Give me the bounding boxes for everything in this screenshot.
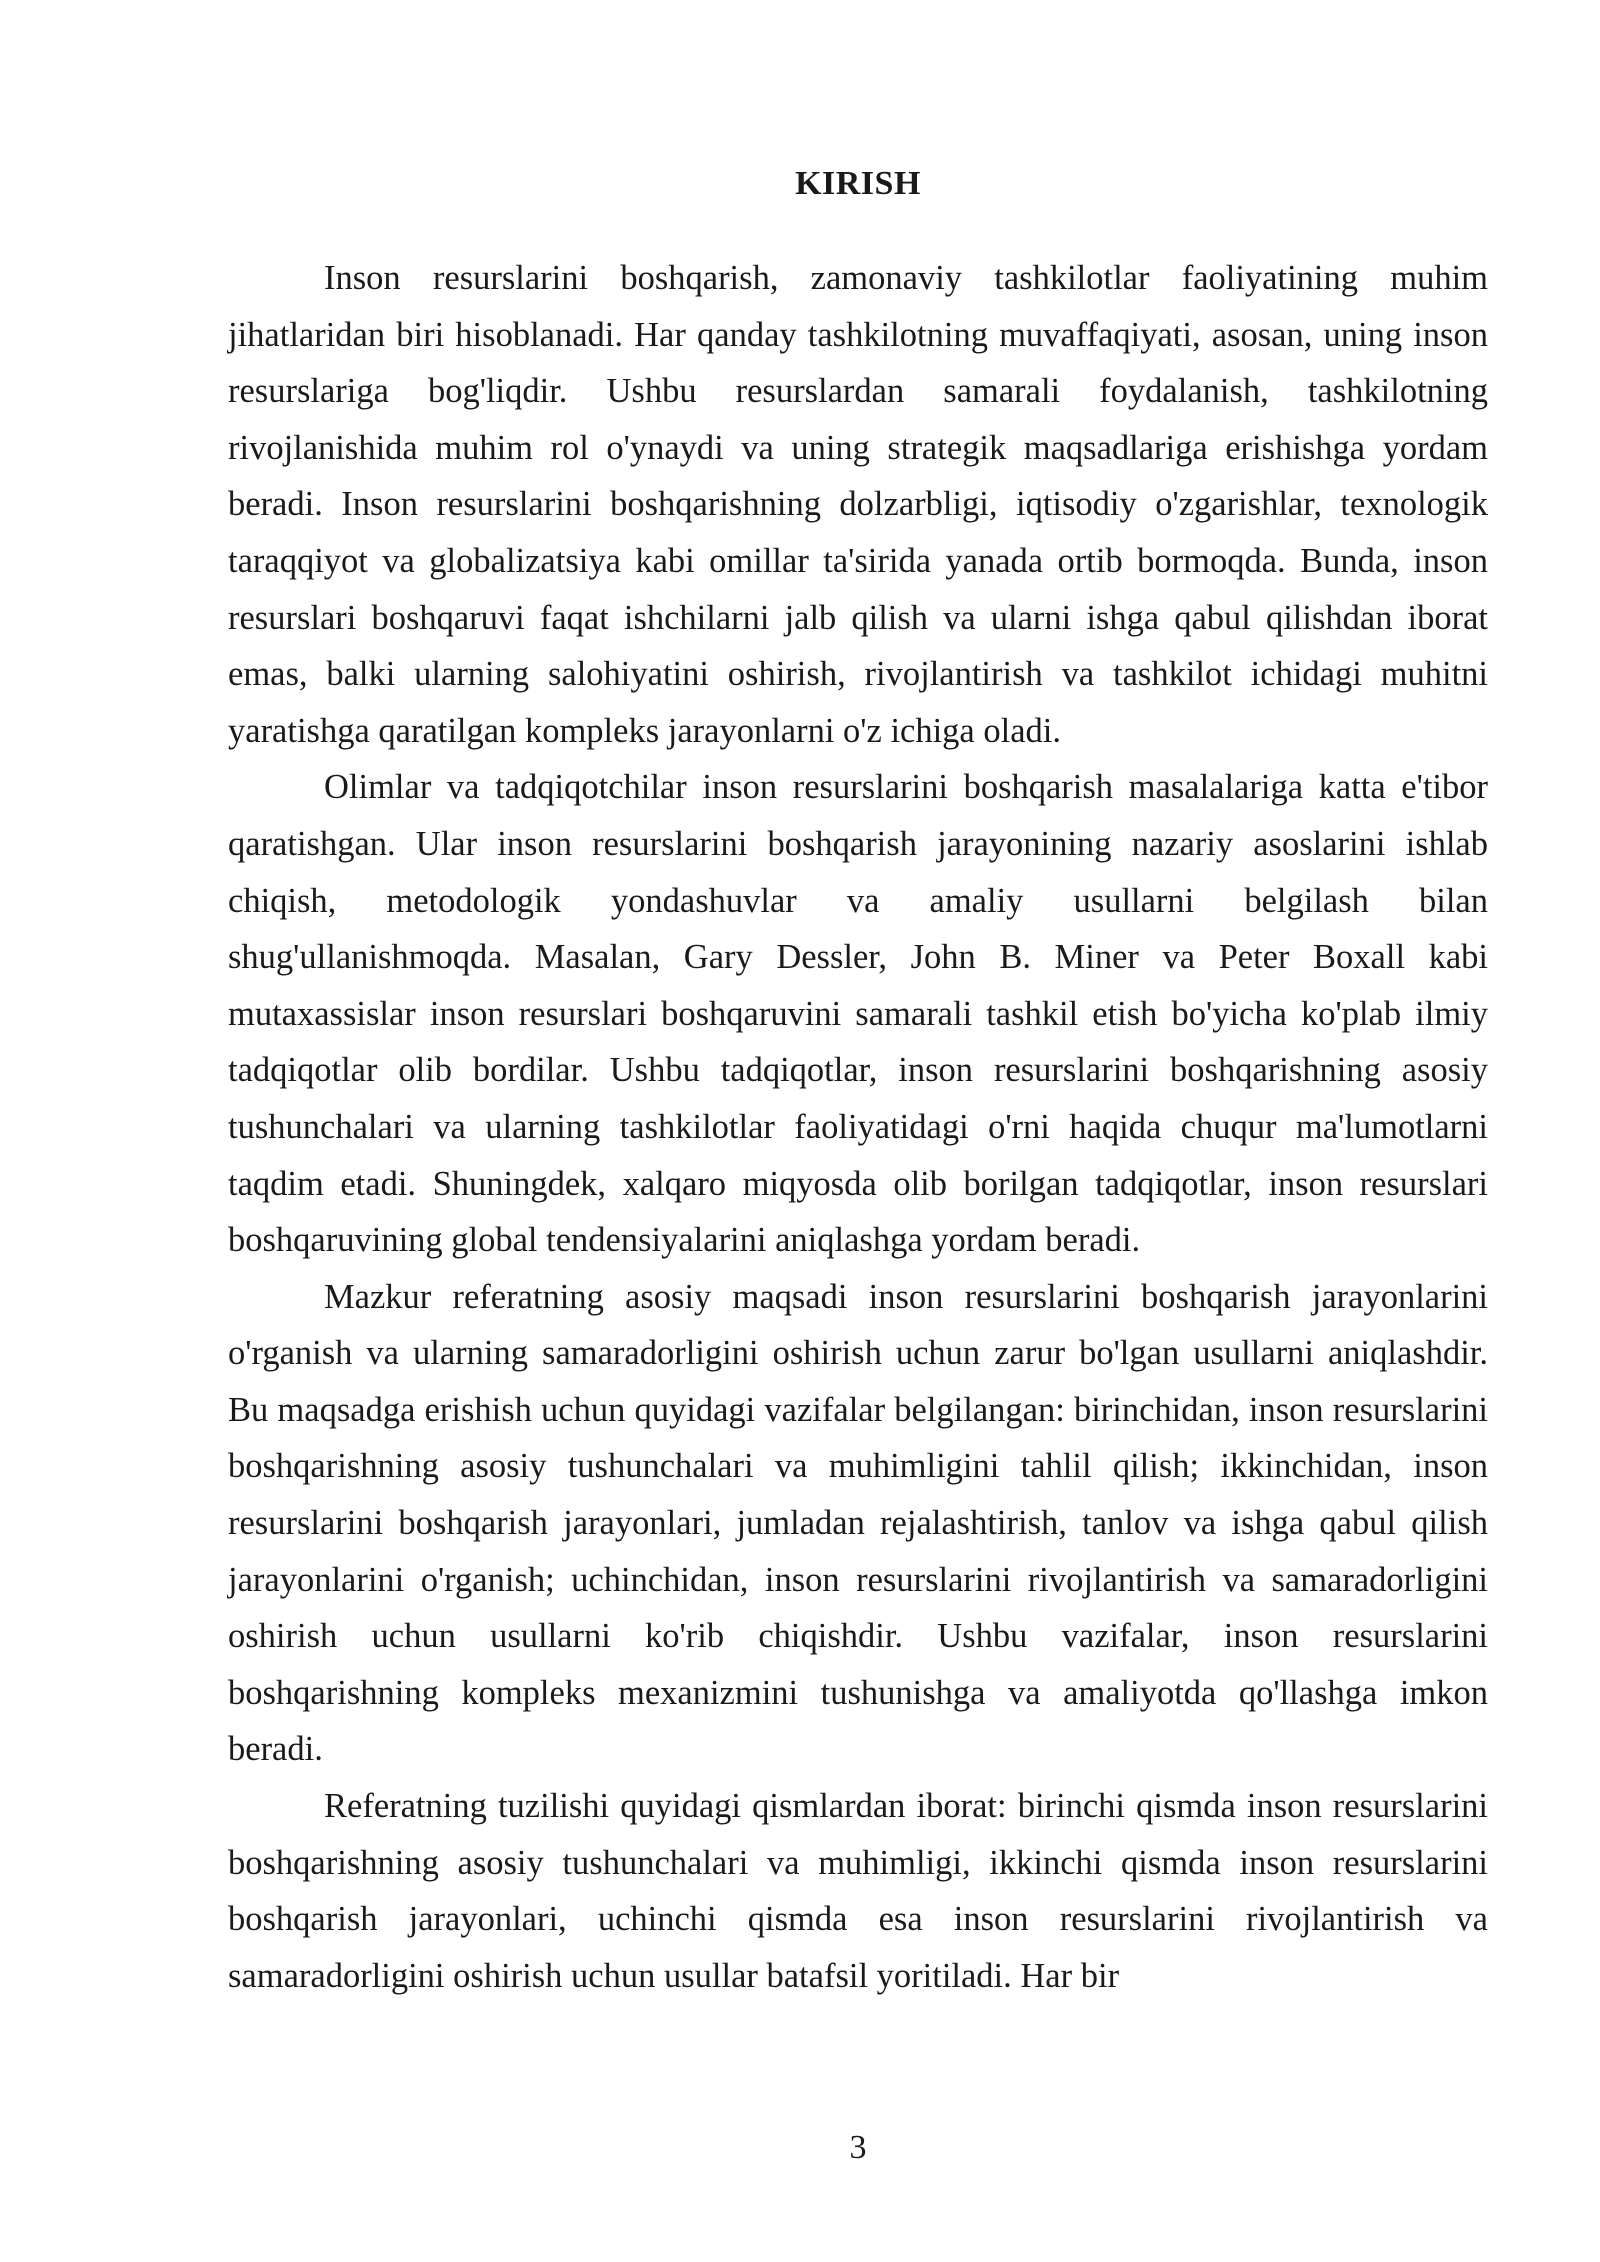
body-text [228, 250, 1488, 2004]
section-heading: KIRISH [795, 165, 921, 202]
paragraph-introduction: Inson resurslarini boshqarish, zamonaviy tashkilotlar faoliyatining muhim jihatlaridan biri hisoblanadi. Har qanday tashkilotning muvaffaqiyati, asosan, uning inson resurslariga bog'liqdir. Ushbu resurslardan samarali foydalanish, tashkilotning rivojlanishida muhim rol o'ynaydi va uning strategik maqsadlariga erishishga yordam beradi. Inson resurslarini boshqarishning dolzarbligi, iqtisodiy o'zgarishlar, texnologik taraqqiyot va globalizatsiya kabi omillar ta'sirida yanada ortib bormoqda. Bunda, inson resurslari boshqaruvi faqat ishchilarni jalb qilish va ularni ishga qabul qilishdan iborat emas, balki ularning salohiyatini oshirish, rivojlantirish va tashkilot ichidagi muhitni yaratishga qaratilgan kompleks jarayonlarni o'z ichiga oladi. [228, 259, 1488, 750]
paragraph-structure: Referatning tuzilishi quyidagi qismlardan iborat: birinchi qismda inson resurslarini boshqarishning asosiy tushunchalari va muhimligi, ikkinchi qismda inson resurslarini boshqarish jarayonlari, uchinchi qismda esa inson resurslarini rivojlantirish va samaradorligini oshirish uchun usullar batafsil yoritiladi. Har bir [228, 1787, 1488, 1995]
page-number: 3 [849, 2129, 867, 2166]
paragraph-aims-and-tasks: Mazkur referatning asosiy maqsadi inson resurslarini boshqarish jarayonlarini o'rganish va ularning samaradorligini oshirish uchun zarur bo'lgan usullarni aniqlashdir. Bu maqsadga erishish uchun quyidagi vazifalar belgilangan: birinchidan, inson resurslarini boshqarishning asosiy tushunchalari va muhimligini tahlil qilish; ikkinchidan, inson resurslarini boshqarish jarayonlari, jumladan rejalashtirish, tanlov va ishga qabul qilish jarayonlarini o'rganish; uchinchidan, inson resurslarini rivojlantirish va samaradorligini oshirish uchun usullarni ko'rib chiqishdir. Ushbu vazifalar, inson resurslarini boshqarishning kompleks mexanizmini tushunishga va amaliyotda qo'llashga imkon beradi. [228, 1277, 1488, 1769]
paragraph-researchers: Olimlar va tadqiqotchilar inson resurslarini boshqarish masalalariga katta e'tibor qaratishgan. Ular inson resurslarini boshqarish jarayonining nazariy asoslarini ishlab chiqish, metodologik yondashuvlar va amaliy usullarni belgilash bilan shug'ullanishmoqda. Masalan, Gary Dessler, John B. Miner va Peter Boxall kabi mutaxassislar inson resurslari boshqaruvini samarali tashkil etish bo'yicha ko'plab ilmiy tadqiqotlar olib bordilar. Ushbu tadqiqotlar, inson resurslarini boshqarishning asosiy tushunchalari va ularning tashkilotlar faoliyatidagi o'rni haqida chuqur ma'lumotlarni taqdim etadi. Shuningdek, xalqaro miqyosda olib borilgan tadqiqotlar, inson resurslari boshqaruvining global tendensiyalarini aniqlashga yordam beradi. [228, 768, 1488, 1260]
